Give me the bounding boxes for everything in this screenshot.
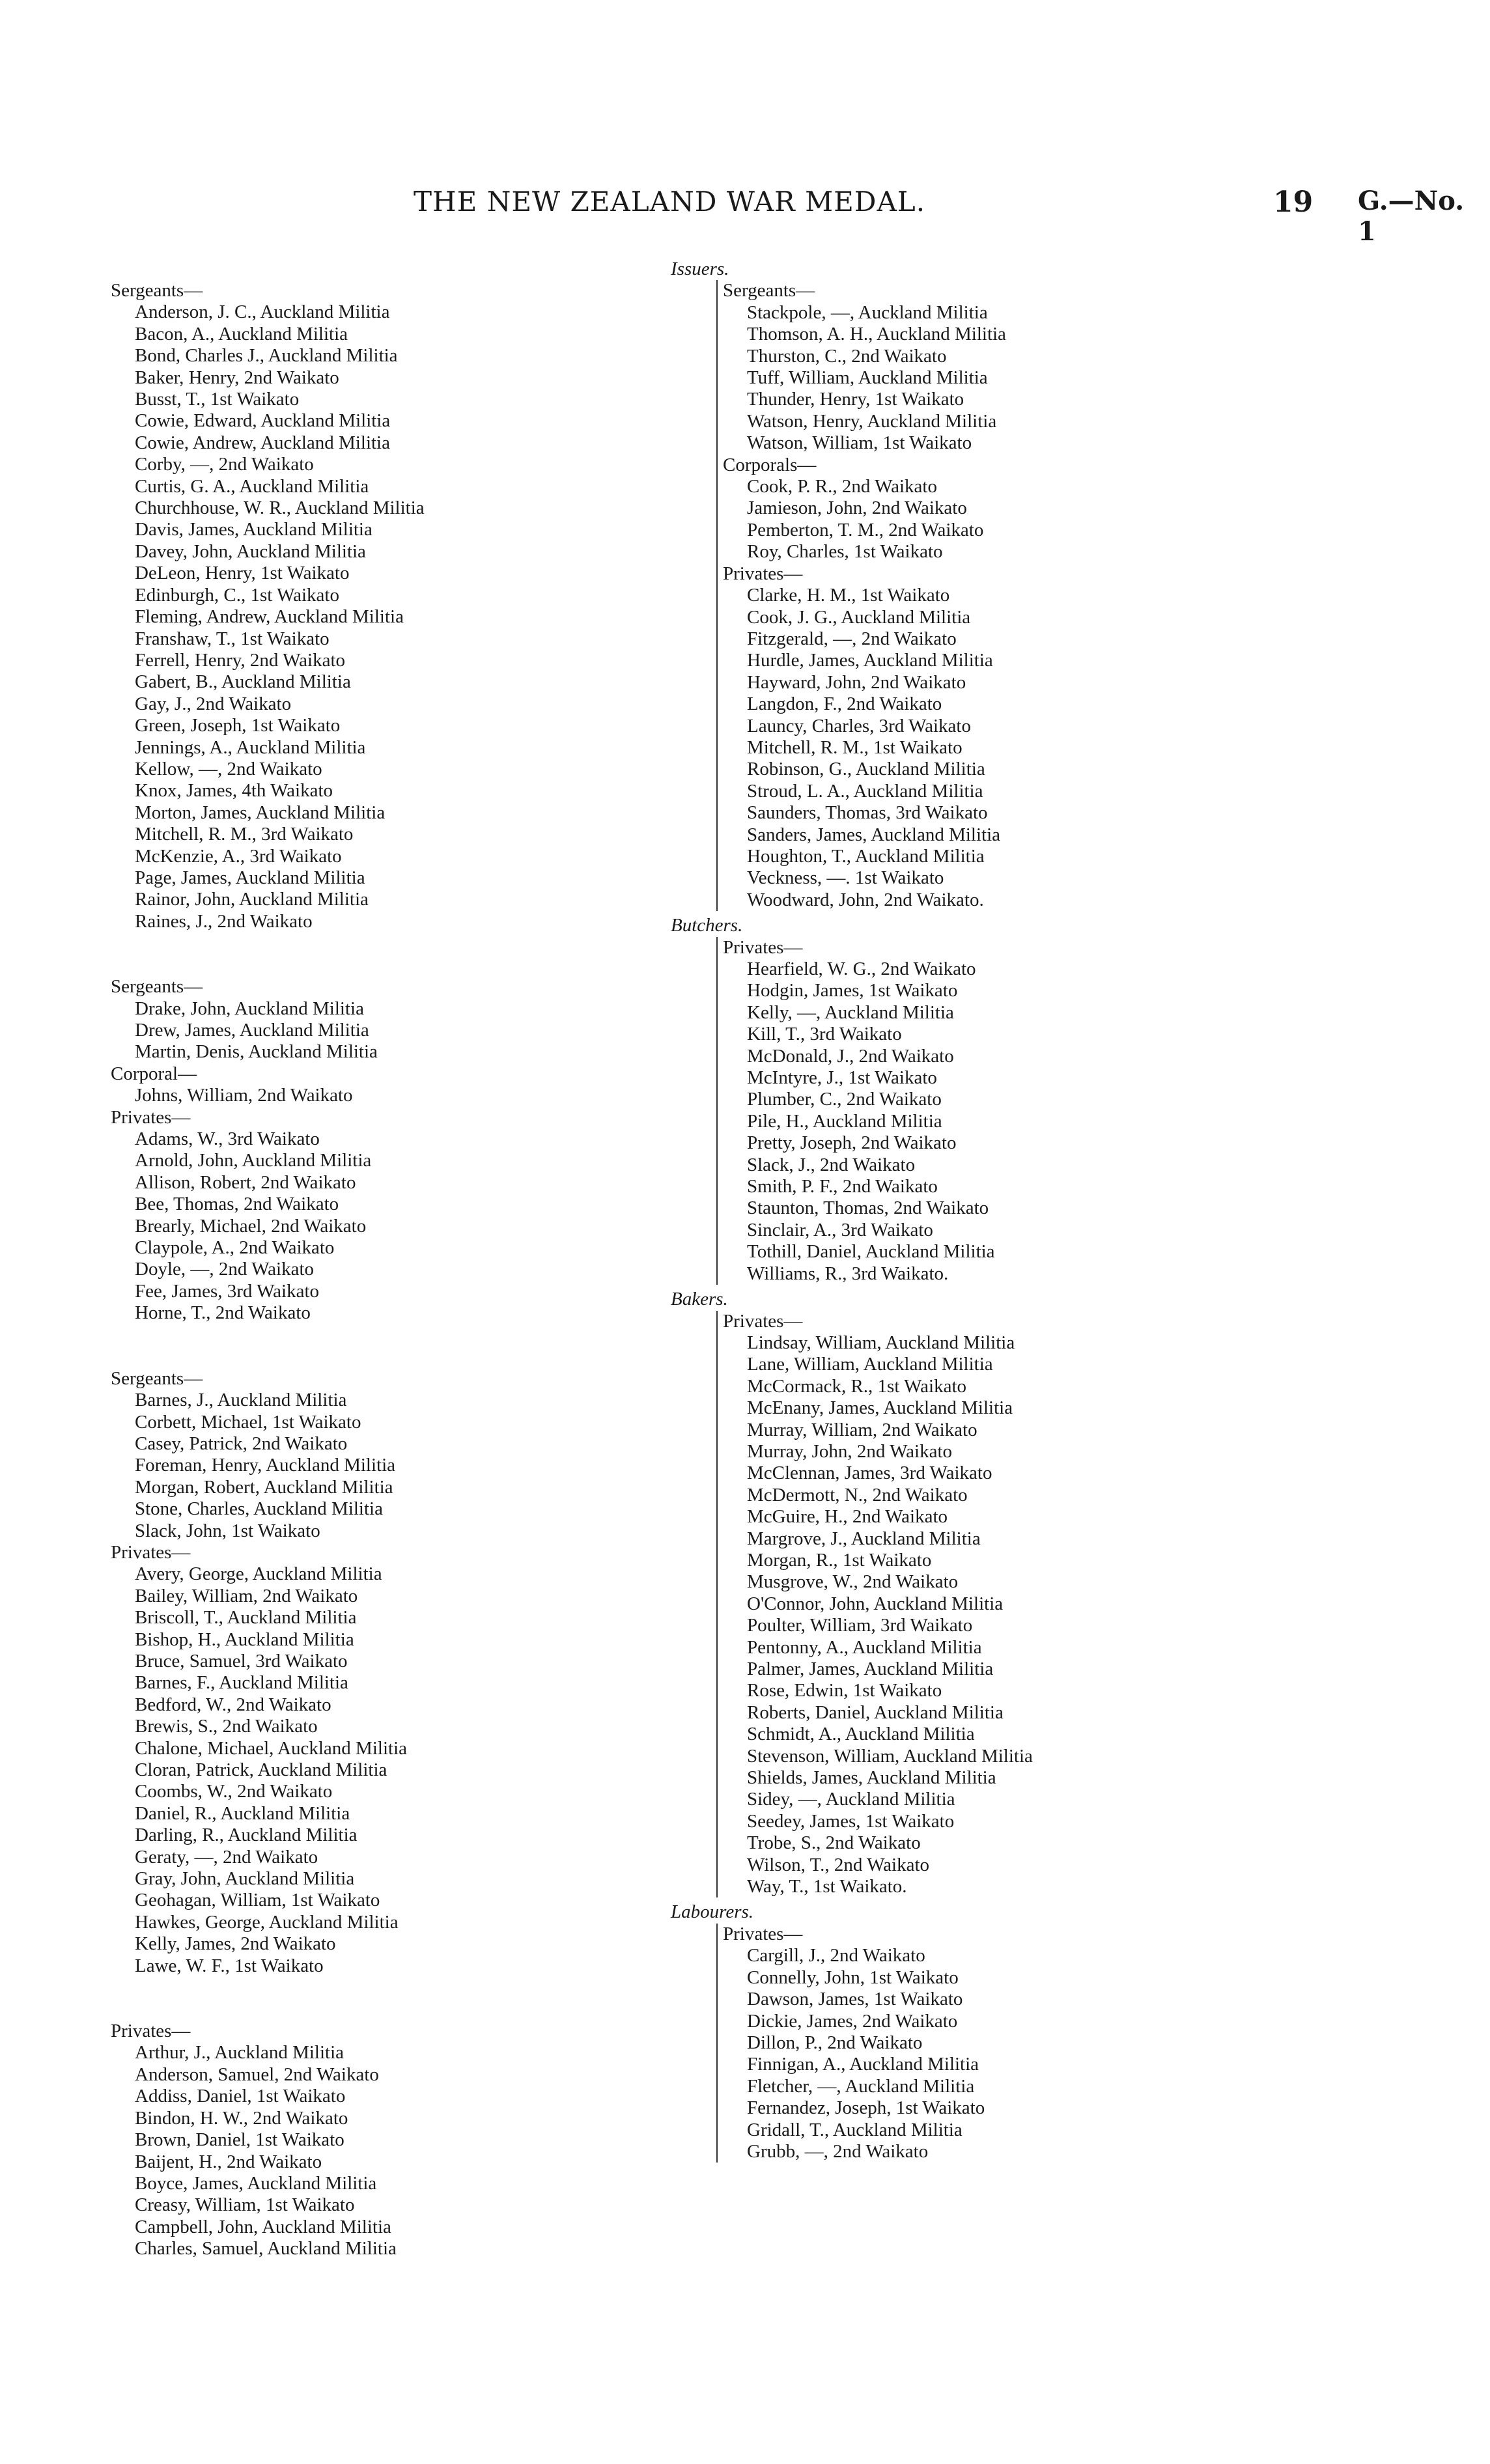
list-item: Houghton, T., Auckland Militia (747, 845, 985, 867)
list-item: Hayward, John, 2nd Waikato (747, 671, 966, 693)
list-item: Sinclair, A., 3rd Waikato (747, 1219, 933, 1240)
list-item: Kelly, —, Auckland Militia (747, 1001, 954, 1023)
list-item: Mitchell, R. M., 3rd Waikato (135, 824, 354, 845)
list-item: Cook, P. R., 2nd Waikato (747, 476, 937, 497)
list-item: McEnany, James, Auckland Militia (747, 1397, 1013, 1419)
list-item: Cowie, Andrew, Auckland Militia (135, 432, 390, 453)
list-item: Johns, William, 2nd Waikato (135, 1085, 353, 1106)
list-item: Bailey, William, 2nd Waikato (135, 1585, 358, 1606)
list-group (111, 976, 684, 1324)
list-item: Watson, Henry, Auckland Militia (747, 410, 997, 432)
group-body (716, 280, 1110, 911)
list-item: Addiss, Daniel, 1st Waikato (135, 2086, 346, 2107)
list-item: Brown, Daniel, 1st Waikato (135, 2129, 344, 2151)
list-item: McDonald, J., 2nd Waikato (747, 1045, 954, 1067)
list-item: Gray, John, Auckland Militia (135, 1868, 355, 1890)
list-item: Stroud, L. A., Auckland Militia (747, 780, 983, 802)
list-item: Barnes, J., Auckland Militia (135, 1390, 347, 1411)
list-item: Slack, John, 1st Waikato (135, 1520, 320, 1541)
list-item: Bishop, H., Auckland Militia (135, 1629, 354, 1650)
list-item: Busst, T., 1st Waikato (135, 389, 300, 410)
list-item: Pretty, Joseph, 2nd Waikato (747, 1132, 957, 1154)
list-item: Green, Joseph, 1st Waikato (135, 715, 341, 736)
rank-label: Corporal— (111, 1063, 197, 1084)
list-item: Williams, R., 3rd Waikato. (747, 1263, 949, 1284)
list-item: Doyle, —, 2nd Waikato (135, 1259, 315, 1280)
page-header (0, 186, 1490, 247)
list-item: Page, James, Auckland Militia (135, 867, 365, 888)
group-body (111, 976, 684, 1324)
list-item: Anderson, J. C., Auckland Militia (135, 301, 390, 323)
list-item: Allison, Robert, 2nd Waikato (135, 1171, 356, 1193)
list-item: Drew, James, Auckland Militia (135, 1020, 369, 1041)
list-item: Plumber, C., 2nd Waikato (747, 1089, 942, 1110)
list-item: Bedford, W., 2nd Waikato (135, 1694, 331, 1715)
list-item: Pile, H., Auckland Militia (747, 1110, 942, 1132)
list-item: Churchhouse, W. R., Auckland Militia (135, 497, 425, 519)
list-item: Pentonny, A., Auckland Militia (747, 1636, 982, 1658)
list-item: McCormack, R., 1st Waikato (747, 1375, 967, 1397)
list-item: Murray, John, 2nd Waikato (747, 1440, 953, 1462)
list-item: Fernandez, Joseph, 1st Waikato (747, 2097, 985, 2119)
list-item: Stevenson, William, Auckland Militia (747, 1745, 1033, 1767)
list-group (111, 2021, 684, 2260)
list-item: Geraty, —, 2nd Waikato (135, 1846, 318, 1868)
rank-label: Sergeants— (111, 1367, 203, 1389)
list-item: Tuff, William, Auckland Militia (747, 367, 988, 389)
list-item: Hawkes, George, Auckland Militia (135, 1911, 399, 1933)
list-item: Knox, James, 4th Waikato (135, 780, 333, 802)
rank-label: Privates— (723, 563, 803, 584)
list-item: McClennan, James, 3rd Waikato (747, 1463, 992, 1484)
list-item: Lane, William, Auckland Militia (747, 1354, 993, 1375)
list-item: Bindon, H. W., 2nd Waikato (135, 2107, 348, 2129)
group-body (716, 937, 1110, 1285)
list-item: Geohagan, William, 1st Waikato (135, 1890, 380, 1911)
list-item: Dickie, James, 2nd Waikato (747, 2010, 958, 2032)
list-item: Stone, Charles, Auckland Militia (135, 1498, 383, 1520)
list-item: Morgan, Robert, Auckland Militia (135, 1476, 393, 1498)
section-heading: Labourers. (671, 1901, 754, 1923)
list-item: Boyce, James, Auckland Militia (135, 2172, 377, 2194)
list-item: Langdon, F., 2nd Waikato (747, 693, 942, 715)
list-item: Campbell, John, Auckland Militia (135, 2216, 391, 2237)
list-item: Davis, James, Auckland Militia (135, 519, 372, 540)
list-item: Hodgin, James, 1st Waikato (747, 980, 958, 1001)
list-item: Hurdle, James, Auckland Militia (747, 650, 993, 671)
page-number: 19 (1273, 186, 1314, 219)
list-group (111, 1368, 684, 1977)
page-title: THE NEW ZEALAND WAR MEDAL. (414, 186, 926, 217)
list-item: Staunton, Thomas, 2nd Waikato (747, 1197, 989, 1219)
list-item: Gridall, T., Auckland Militia (747, 2119, 963, 2140)
list-item: Lawe, W. F., 1st Waikato (135, 1955, 324, 1976)
list-item: Jennings, A., Auckland Militia (135, 736, 366, 758)
list-item: Smith, P. F., 2nd Waikato (747, 1176, 938, 1197)
list-item: Creasy, William, 1st Waikato (135, 2194, 355, 2216)
list-item: Pemberton, T. M., 2nd Waikato (747, 519, 984, 540)
list-item: Bruce, Samuel, 3rd Waikato (135, 1650, 348, 1672)
list-item: Drake, John, Auckland Militia (135, 998, 364, 1019)
list-item: Seedey, James, 1st Waikato (747, 1810, 955, 1832)
list-item: Rainor, John, Auckland Militia (135, 889, 369, 910)
list-item: Charles, Samuel, Auckland Militia (135, 2238, 397, 2260)
right-column (654, 259, 1110, 2163)
list-item: Kellow, —, 2nd Waikato (135, 758, 322, 779)
list-item: Wilson, T., 2nd Waikato (747, 1854, 930, 1875)
section-heading: Butchers. (671, 915, 743, 936)
list-item: Adams, W., 3rd Waikato (135, 1128, 320, 1150)
group-body (111, 280, 684, 932)
list-item: Dillon, P., 2nd Waikato (747, 2032, 923, 2053)
list-item: Bee, Thomas, 2nd Waikato (135, 1194, 339, 1215)
list-item: Gay, J., 2nd Waikato (135, 693, 292, 714)
list-item: Roberts, Daniel, Auckland Militia (747, 1701, 1004, 1723)
list-item: Brearly, Michael, 2nd Waikato (135, 1215, 367, 1237)
list-item: Morgan, R., 1st Waikato (747, 1549, 932, 1571)
list-item: Corbett, Michael, 1st Waikato (135, 1411, 361, 1433)
list-item: Sidey, —, Auckland Militia (747, 1789, 955, 1810)
list-item: Launcy, Charles, 3rd Waikato (747, 715, 971, 736)
list-item: Arthur, J., Auckland Militia (135, 2042, 344, 2064)
rank-label: Privates— (111, 1106, 191, 1128)
list-item: Chalone, Michael, Auckland Militia (135, 1737, 407, 1759)
list-item: Musgrove, W., 2nd Waikato (747, 1571, 959, 1593)
rank-label: Privates— (723, 1923, 803, 1944)
list-item: DeLeon, Henry, 1st Waikato (135, 563, 350, 584)
group-spacer (111, 1324, 684, 1368)
rank-label: Sergeants— (723, 280, 815, 301)
list-item: Cowie, Edward, Auckland Militia (135, 410, 391, 432)
list-item: Baker, Henry, 2nd Waikato (135, 367, 339, 388)
rank-label: Privates— (111, 1541, 191, 1563)
list-item: Anderson, Samuel, 2nd Waikato (135, 2064, 379, 2085)
list-item: Lindsay, William, Auckland Militia (747, 1332, 1015, 1353)
rank-label: Privates— (723, 1310, 803, 1332)
list-item: Ferrell, Henry, 2nd Waikato (135, 649, 346, 671)
list-item: Woodward, John, 2nd Waikato. (747, 889, 984, 910)
list-group (654, 259, 1110, 911)
list-item: Tothill, Daniel, Auckland Militia (747, 1241, 995, 1263)
list-item: Clarke, H. M., 1st Waikato (747, 585, 950, 606)
list-item: Davey, John, Auckland Militia (135, 540, 366, 562)
list-item: Mitchell, R. M., 1st Waikato (747, 736, 963, 758)
list-item: Curtis, G. A., Auckland Militia (135, 475, 369, 497)
section-heading: Issuers. (671, 259, 729, 279)
list-item: Kelly, James, 2nd Waikato (135, 1933, 336, 1955)
group-spacer (111, 932, 684, 976)
group-body (111, 2021, 684, 2260)
list-item: Baijent, H., 2nd Waikato (135, 2151, 322, 2172)
list-item: Bond, Charles J., Auckland Militia (135, 345, 398, 367)
list-item: Raines, J., 2nd Waikato (135, 910, 313, 932)
list-item: McIntyre, J., 1st Waikato (747, 1067, 937, 1089)
list-item: Way, T., 1st Waikato. (747, 1876, 907, 1897)
list-item: Coombs, W., 2nd Waikato (135, 1781, 333, 1802)
list-item: Robinson, G., Auckland Militia (747, 759, 985, 780)
rank-label: Privates— (723, 936, 803, 958)
list-item: Martin, Denis, Auckland Militia (135, 1041, 378, 1063)
list-item: Grubb, —, 2nd Waikato (747, 2140, 929, 2162)
list-item: Hearfield, W. G., 2nd Waikato (747, 959, 976, 979)
list-item: Barnes, F., Auckland Militia (135, 1672, 348, 1694)
list-item: Morton, James, Auckland Militia (135, 802, 386, 823)
list-item: Veckness, —. 1st Waikato (747, 867, 944, 889)
list-item: Horne, T., 2nd Waikato (135, 1302, 311, 1324)
list-item: Palmer, James, Auckland Militia (747, 1659, 994, 1679)
list-item: Shields, James, Auckland Militia (747, 1767, 996, 1789)
list-item: O'Connor, John, Auckland Militia (747, 1593, 1004, 1614)
list-item: Fletcher, —, Auckland Militia (747, 2075, 975, 2097)
list-item: Rose, Edwin, 1st Waikato (747, 1680, 942, 1701)
list-item: Schmidt, A., Auckland Militia (747, 1724, 975, 1745)
list-item: Arnold, John, Auckland Militia (135, 1150, 372, 1171)
rank-label: Sergeants— (111, 976, 203, 998)
list-item: Daniel, R., Auckland Militia (135, 1802, 350, 1824)
list-item: Slack, J., 2nd Waikato (747, 1154, 916, 1175)
rank-label: Corporals— (723, 454, 817, 475)
list-item: Thurston, C., 2nd Waikato (747, 345, 947, 367)
list-item: Jamieson, John, 2nd Waikato (747, 497, 967, 519)
list-group (654, 1901, 1110, 2163)
list-item: Roy, Charles, 1st Waikato (747, 541, 943, 563)
group-body (111, 1368, 684, 1977)
list-item: Saunders, Thomas, 3rd Waikato (747, 802, 988, 824)
list-item: McKenzie, A., 3rd Waikato (135, 845, 342, 867)
document-reference: G.—No. 1 (1358, 186, 1465, 247)
rank-label: Privates— (111, 2021, 191, 2042)
list-item: Darling, R., Auckland Militia (135, 1825, 358, 1846)
list-item: Cargill, J., 2nd Waikato (747, 1945, 925, 1967)
list-item: Cloran, Patrick, Auckland Militia (135, 1759, 387, 1780)
rank-label: Sergeants— (111, 280, 203, 301)
list-item: Poulter, William, 3rd Waikato (747, 1615, 973, 1636)
list-item: Margrove, J., Auckland Militia (747, 1528, 981, 1549)
list-item: Gabert, B., Auckland Militia (135, 671, 351, 693)
list-item: Trobe, S., 2nd Waikato (747, 1832, 921, 1854)
list-item: Brewis, S., 2nd Waikato (135, 1716, 318, 1737)
list-item: Franshaw, T., 1st Waikato (135, 628, 330, 649)
list-item: Casey, Patrick, 2nd Waikato (135, 1433, 348, 1454)
list-group (654, 1289, 1110, 1897)
list-item: Sanders, James, Auckland Militia (747, 824, 1001, 845)
list-item: Fitzgerald, —, 2nd Waikato (747, 628, 957, 649)
list-item: Watson, William, 1st Waikato (747, 432, 972, 454)
list-item: Thunder, Henry, 1st Waikato (747, 389, 964, 410)
list-group (111, 280, 684, 932)
list-item: Thomson, A. H., Auckland Militia (747, 324, 1006, 345)
section-heading: Bakers. (671, 1289, 728, 1310)
list-item: McGuire, H., 2nd Waikato (747, 1506, 948, 1528)
list-item: Dawson, James, 1st Waikato (747, 1989, 963, 2010)
list-item: Finnigan, A., Auckland Militia (747, 2054, 979, 2075)
list-item: Connelly, John, 1st Waikato (747, 1967, 959, 1988)
group-spacer (111, 1977, 684, 2021)
list-item: Bacon, A., Auckland Militia (135, 323, 348, 344)
group-body (716, 1311, 1110, 1898)
list-item: Kill, T., 3rd Waikato (747, 1024, 902, 1045)
list-item: Avery, George, Auckland Militia (135, 1563, 382, 1585)
list-item: Stackpole, —, Auckland Militia (747, 301, 988, 323)
left-column (111, 280, 684, 2260)
list-group (654, 915, 1110, 1285)
list-item: McDermott, N., 2nd Waikato (747, 1484, 968, 1505)
group-body (716, 1924, 1110, 2163)
list-item: Cook, J. G., Auckland Militia (747, 606, 971, 628)
list-item: Edinburgh, C., 1st Waikato (135, 584, 339, 606)
list-item: Fee, James, 3rd Waikato (135, 1280, 320, 1302)
list-item: Murray, William, 2nd Waikato (747, 1419, 977, 1440)
list-item: Corby, —, 2nd Waikato (135, 454, 314, 475)
list-item: Fleming, Andrew, Auckland Militia (135, 606, 404, 628)
list-item: Briscoll, T., Auckland Militia (135, 1607, 357, 1629)
list-item: Foreman, Henry, Auckland Militia (135, 1455, 396, 1476)
list-item: Claypole, A., 2nd Waikato (135, 1237, 335, 1259)
